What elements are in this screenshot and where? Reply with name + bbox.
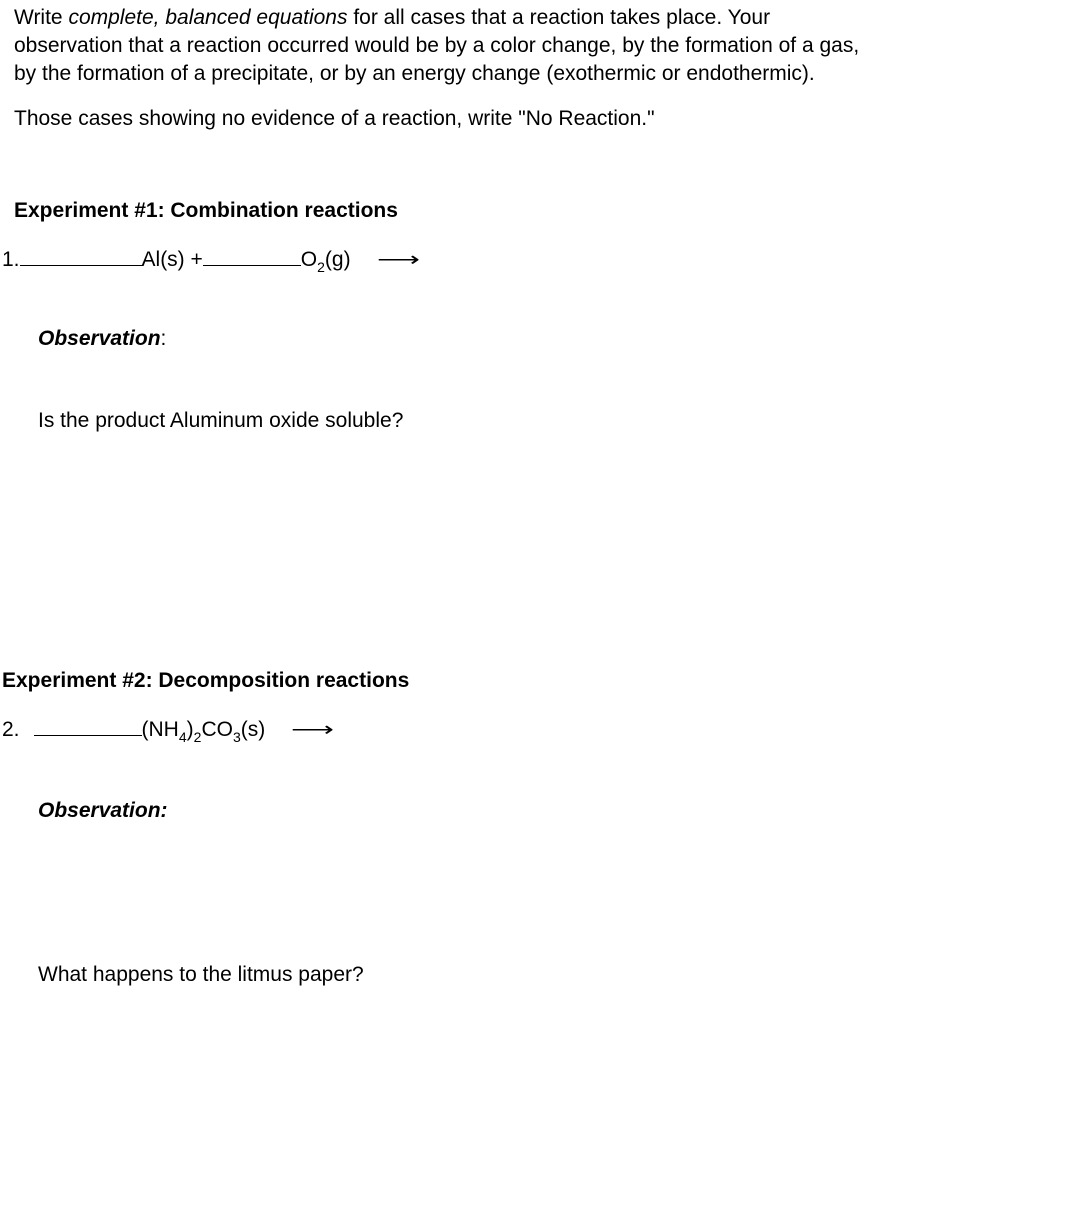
instructions-line-3: by the formation of a precipitate, or by an energy change (exothermic or endothermic). bbox=[14, 62, 815, 85]
coefficient-blank-al[interactable] bbox=[20, 247, 142, 266]
equation-number: 1. bbox=[2, 248, 20, 271]
reaction-arrow-icon: ⟶ bbox=[376, 249, 420, 271]
experiment-1-heading: Experiment #1: Combination reactions bbox=[14, 199, 398, 222]
experiment-2-observation-label: Observation: bbox=[38, 799, 168, 822]
reactant-oxygen: $O_2(g)$ bbox=[300, 248, 351, 275]
instructions-paragraph bbox=[14, 4, 1014, 88]
equation-number: 2. bbox=[2, 718, 20, 741]
experiment-2-heading: Experiment #2: Decomposition reactions bbox=[2, 669, 410, 692]
experiment-1-question: Is the product Aluminum oxide soluble? bbox=[38, 409, 404, 432]
instructions-emphasis: complete, balanced equations bbox=[68, 6, 348, 29]
experiment-2-question: What happens to the litmus paper? bbox=[38, 963, 364, 986]
instructions-line-1: Write complete, balanced equations for all cases that a reaction takes place. Your bbox=[14, 6, 771, 29]
experiment-2-equation bbox=[2, 717, 335, 745]
reactant-aluminum: Al(s) + bbox=[141, 248, 203, 271]
instructions-line-2: observation that a reaction occurred would be by a color change, by the formation of a gas, bbox=[14, 34, 860, 57]
experiment-1-observation-label: Observation: bbox=[38, 327, 167, 350]
no-reaction-note: Those cases showing no evidence of a reaction, write "No Reaction." bbox=[14, 107, 655, 130]
reactant-ammonium-carbonate: $(NH_4)_2CO_3(s)$ bbox=[141, 718, 266, 745]
coefficient-blank-oxygen[interactable] bbox=[203, 247, 301, 266]
reaction-arrow-icon: ⟶ bbox=[291, 719, 335, 741]
experiment-1-equation bbox=[2, 247, 420, 275]
coefficient-blank-ammonium-carbonate[interactable] bbox=[34, 717, 142, 736]
